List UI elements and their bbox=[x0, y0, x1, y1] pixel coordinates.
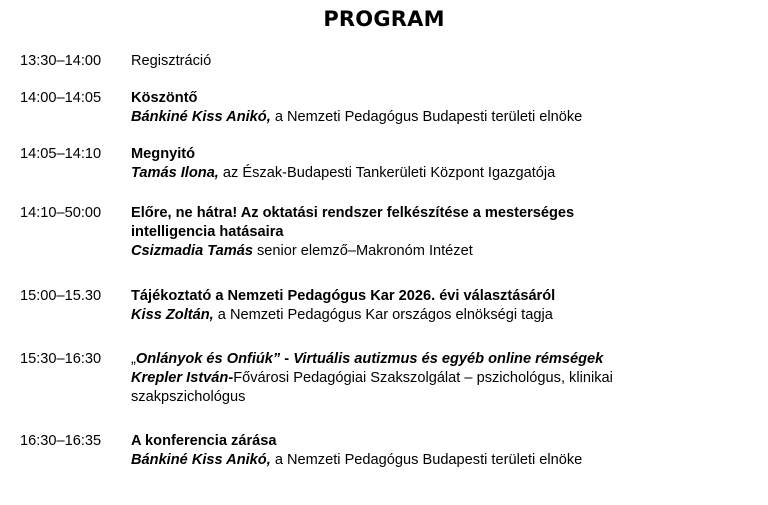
speaker-role: senior elemző–Makronóm Intézet bbox=[252, 243, 473, 259]
item-time: 14:00–14:05 bbox=[20, 90, 102, 106]
speaker-role: a Nemzeti Pedagógus Kar országos elnökségi tagja bbox=[213, 307, 553, 323]
item-content bbox=[131, 350, 731, 407]
item-speaker-line bbox=[131, 451, 731, 470]
item-content bbox=[131, 204, 731, 261]
speaker-role: a Nemzeti Pedagógus Budapesti területi elnöke bbox=[270, 452, 583, 468]
item-heading: Onlányok és Onfiúk” - Virtuális autizmus és egyéb online rémségek bbox=[135, 351, 604, 367]
item-speaker-line bbox=[131, 164, 731, 183]
item-content bbox=[131, 287, 731, 325]
item-heading-line bbox=[131, 350, 731, 369]
item-time: 14:10–50:00 bbox=[20, 205, 102, 221]
item-time: 14:05–14:10 bbox=[20, 146, 102, 162]
item-content bbox=[131, 89, 731, 127]
item-time: 13:30–14:00 bbox=[20, 53, 102, 69]
item-heading-line-1: Előre, ne hátra! Az oktatási rendszer felkészítése a mesterséges bbox=[131, 205, 575, 221]
speaker-role-continued: szakpszichológus bbox=[131, 389, 246, 405]
item-content bbox=[131, 52, 731, 71]
item-time: 16:30–16:35 bbox=[20, 433, 102, 449]
speaker-role: Fővárosi Pedagógiai Szakszolgálat – pszichológus, klinikai bbox=[233, 370, 613, 386]
item-heading: Regisztráció bbox=[131, 53, 212, 69]
speaker-name: Csizmadia Tamás bbox=[131, 243, 253, 259]
heading-open-quote: „ bbox=[131, 351, 136, 367]
speaker-role: a Nemzeti Pedagógus Budapesti területi elnöke bbox=[270, 109, 583, 125]
item-heading: Köszöntő bbox=[131, 90, 198, 106]
item-speaker-line bbox=[131, 306, 731, 325]
item-time: 15:00–15.30 bbox=[20, 288, 102, 304]
speaker-role: az Észak-Budapesti Tankerületi Központ Igazgatója bbox=[218, 165, 556, 181]
item-speaker-line bbox=[131, 369, 731, 388]
item-speaker-line bbox=[131, 108, 731, 127]
item-heading: Megnyitó bbox=[131, 146, 196, 162]
speaker-name: Kiss Zoltán, bbox=[131, 307, 214, 323]
item-content bbox=[131, 145, 731, 183]
item-heading: A konferencia zárása bbox=[131, 433, 277, 449]
item-heading-line-2: intelligencia hatásaira bbox=[131, 224, 284, 240]
speaker-name: Bánkiné Kiss Anikó, bbox=[131, 109, 271, 125]
speaker-name: Tamás Ilona, bbox=[131, 165, 219, 181]
item-time: 15:30–16:30 bbox=[20, 351, 102, 367]
item-speaker-line bbox=[131, 242, 731, 261]
item-heading: Tájékoztató a Nemzeti Pedagógus Kar 2026. évi választásáról bbox=[131, 288, 556, 304]
page-title: PROGRAM bbox=[323, 7, 445, 31]
item-content bbox=[131, 432, 731, 470]
speaker-name: Bánkiné Kiss Anikó, bbox=[131, 452, 271, 468]
speaker-name: Krepler István- bbox=[131, 370, 234, 386]
